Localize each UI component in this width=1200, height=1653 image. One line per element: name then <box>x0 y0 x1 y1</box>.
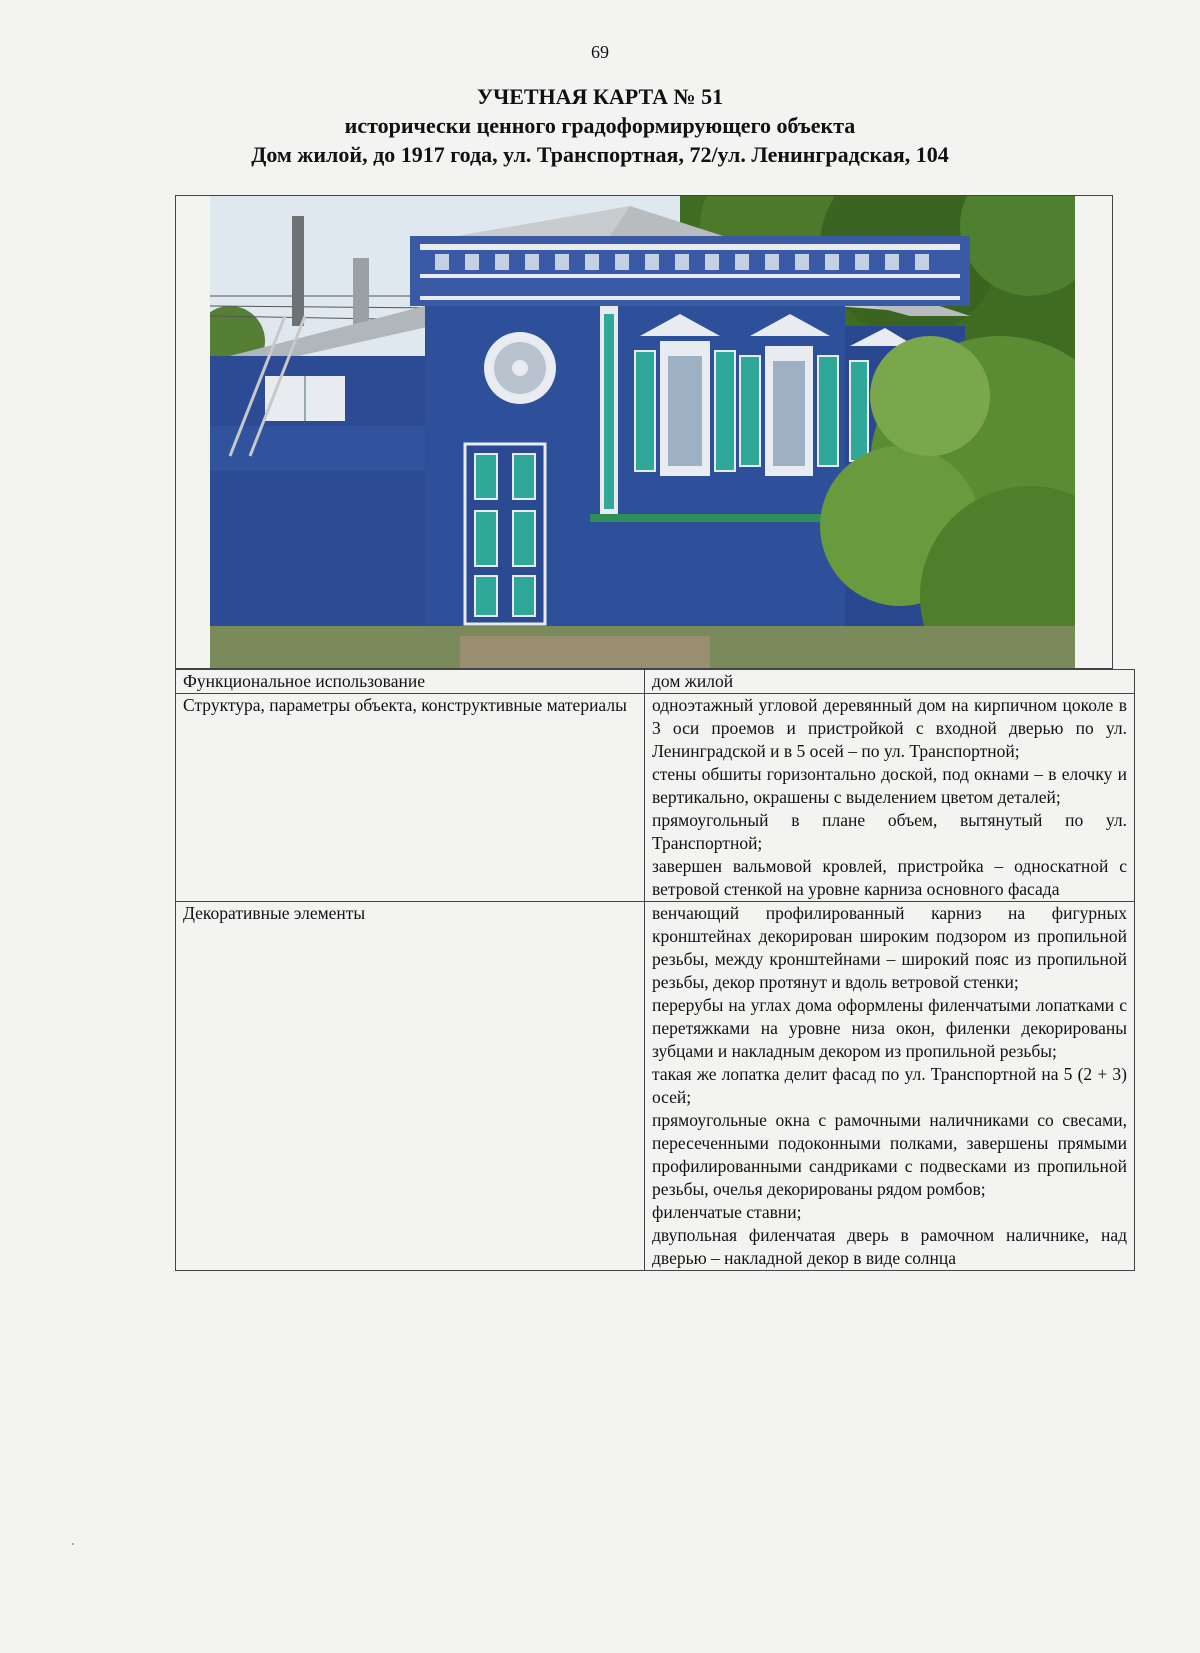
value-paragraph: филенчатые ставни; <box>652 1202 802 1222</box>
title-line-address: Дом жилой, до 1917 года, ул. Транспортная, 72/ул. Ленинградская, 104 <box>251 142 949 167</box>
value-paragraph: прямоугольный в плане объем, вытянутый по ул. Транспортной; <box>652 810 1127 853</box>
value-paragraph: перерубы на углах дома оформлены филенчатыми лопатками с перетяжками на уровне низа окон, филенки декорированы зубцами и накладным декором из пропильной резьбы; <box>652 995 1127 1061</box>
table-row <box>176 902 1135 1271</box>
row-label-function: Функциональное использование <box>176 670 645 694</box>
value-paragraph: дом жилой <box>652 671 734 691</box>
page-title <box>0 82 1200 169</box>
table-row <box>176 694 1135 902</box>
value-paragraph: стены обшиты горизонтально доской, под окнами – в елочку и вертикально, окрашены с выделением цветом деталей; <box>652 764 1127 807</box>
row-value-decor <box>645 902 1135 1271</box>
row-label-structure: Структура, параметры объекта, конструктивные материалы <box>176 694 645 902</box>
object-card-table <box>175 669 1135 1271</box>
title-line-card-number: УЧЕТНАЯ КАРТА № 51 <box>476 84 724 109</box>
value-paragraph: такая же лопатка делит фасад по ул. Транспортной на 5 (2 + 3) осей; <box>652 1064 1127 1107</box>
title-line-object-type: исторически ценного градоформирующего объекта <box>344 113 856 138</box>
value-paragraph: одноэтажный угловой деревянный дом на кирпичном цоколе в 3 оси проемов и пристройкой с входной дверью по ул. Ленинградской и в 5 осей – по ул. Транспортной; <box>652 695 1127 761</box>
value-paragraph: венчающий профилированный карниз на фигурных кронштейнах декорирован широким подзором из пропильной резьбы, между кронштейнами – широкий пояс из пропильной резьбы, декор протянут и вдоль ветровой стенки; <box>652 903 1127 992</box>
value-paragraph: прямоугольные окна с рамочными наличниками со свесами, пересеченными подоконными полками, завершены прямыми профилированными сандриками с подвесками из пропильной резьбы, очелья декорированы рядом ромбов; <box>652 1110 1127 1199</box>
table-row <box>176 670 1135 694</box>
row-value-function <box>645 670 1135 694</box>
value-paragraph: двупольная филенчатая дверь в рамочном наличнике, над дверью – накладной декор в виде солнца <box>652 1225 1127 1268</box>
value-paragraph: завершен вальмовой кровлей, пристройка – односкатной с ветровой стенкой на уровне карниза основного фасада <box>652 856 1127 899</box>
row-label-decor: Декоративные элементы <box>176 902 645 1271</box>
house-photo <box>210 196 1075 668</box>
row-value-structure <box>645 694 1135 902</box>
page-number: 69 <box>591 42 609 62</box>
scan-speck <box>72 1543 74 1545</box>
